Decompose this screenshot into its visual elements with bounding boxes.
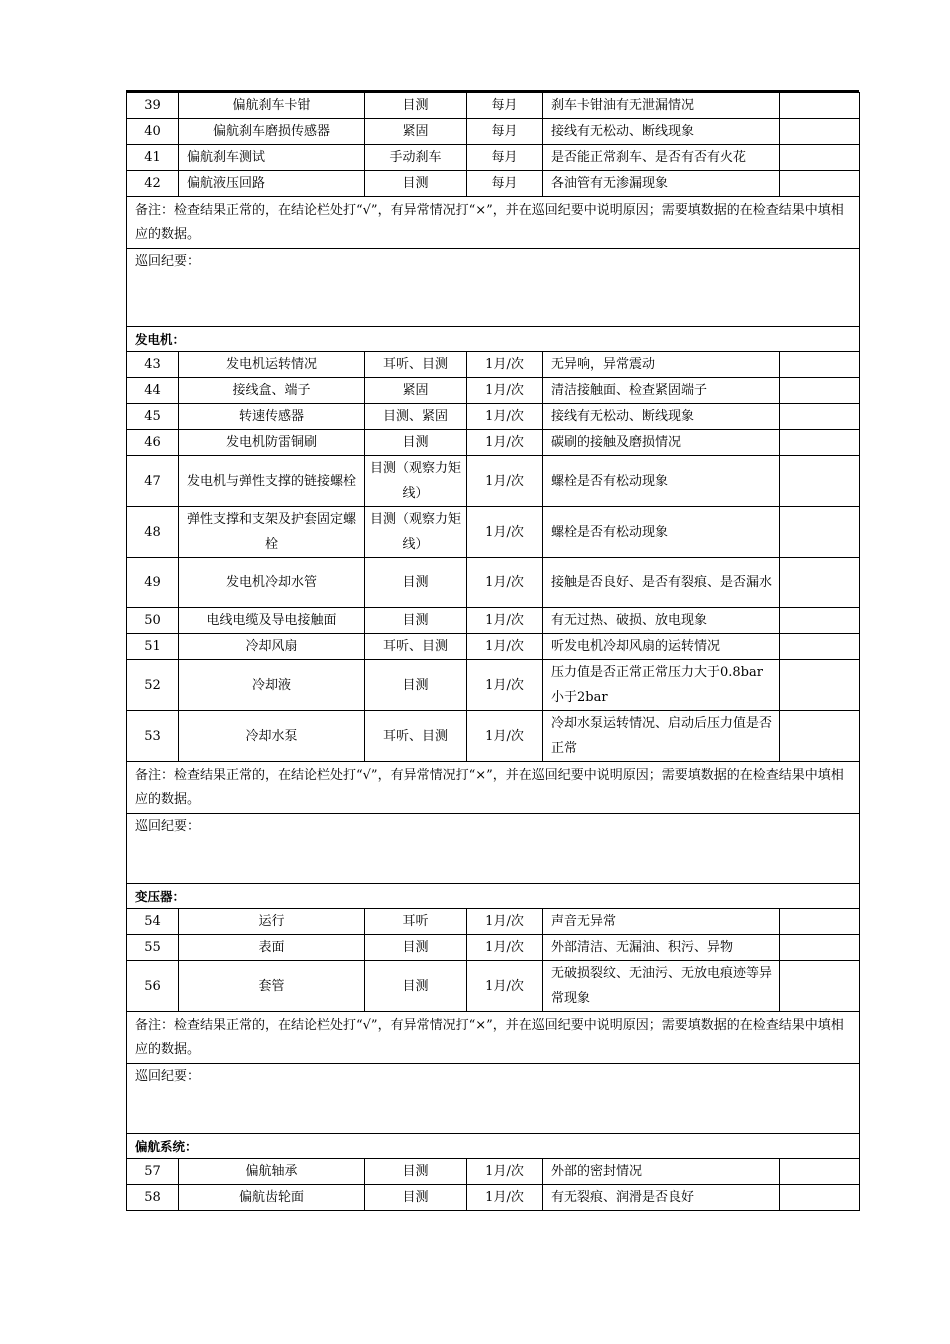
row-number: 52	[127, 660, 179, 711]
check-requirement: 接线有无松动、断线现象	[543, 119, 780, 145]
table-row	[127, 145, 860, 171]
check-cycle: 1月/次	[467, 1159, 543, 1185]
row-number: 45	[127, 404, 179, 430]
check-method: 目测、紧固	[365, 404, 467, 430]
check-method: 目测	[365, 660, 467, 711]
check-requirement: 外部清洁、无漏油、积污、异物	[543, 935, 780, 961]
check-cycle: 1月/次	[467, 378, 543, 404]
check-item: 偏航轴承	[179, 1159, 365, 1185]
table-row	[127, 608, 860, 634]
check-item: 接线盒、端子	[179, 378, 365, 404]
check-requirement: 无破损裂纹、无油污、无放电痕迹等异常现象	[543, 961, 780, 1012]
check-method: 目测	[365, 961, 467, 1012]
check-item: 弹性支撑和支架及护套固定螺栓	[179, 507, 365, 558]
check-cycle: 1月/次	[467, 558, 543, 608]
row-number: 53	[127, 711, 179, 762]
table-row	[127, 711, 860, 762]
check-item: 发电机与弹性支撑的链接螺栓	[179, 456, 365, 507]
memo-row	[127, 249, 860, 327]
table-row	[127, 404, 860, 430]
check-method: 目测	[365, 93, 467, 119]
row-number: 57	[127, 1159, 179, 1185]
table-row	[127, 93, 860, 119]
check-cycle: 每月	[467, 119, 543, 145]
check-requirement: 听发电机冷却风扇的运转情况	[543, 634, 780, 660]
check-method: 目测	[365, 1159, 467, 1185]
result-cell	[780, 961, 860, 1012]
check-item: 套管	[179, 961, 365, 1012]
result-cell	[780, 93, 860, 119]
check-item: 发电机运转情况	[179, 352, 365, 378]
result-cell	[780, 660, 860, 711]
result-cell	[780, 558, 860, 608]
row-number: 40	[127, 119, 179, 145]
table-row	[127, 660, 860, 711]
row-number: 56	[127, 961, 179, 1012]
result-cell	[780, 430, 860, 456]
check-cycle: 1月/次	[467, 352, 543, 378]
result-cell	[780, 1185, 860, 1211]
row-number: 49	[127, 558, 179, 608]
row-number: 42	[127, 171, 179, 197]
check-cycle: 1月/次	[467, 456, 543, 507]
check-requirement: 刹车卡钳油有无泄漏情况	[543, 93, 780, 119]
check-method: 目测	[365, 171, 467, 197]
check-requirement: 外部的密封情况	[543, 1159, 780, 1185]
check-method: 目测（观察力矩线）	[365, 507, 467, 558]
table-row	[127, 507, 860, 558]
check-requirement: 碳刷的接触及磨损情况	[543, 430, 780, 456]
check-requirement: 无异响，异常震动	[543, 352, 780, 378]
check-item: 冷却水泵	[179, 711, 365, 762]
result-cell	[780, 1159, 860, 1185]
row-number: 51	[127, 634, 179, 660]
row-number: 44	[127, 378, 179, 404]
row-number: 58	[127, 1185, 179, 1211]
row-number: 39	[127, 93, 179, 119]
row-number: 41	[127, 145, 179, 171]
section-title: 变压器：	[127, 884, 860, 909]
check-requirement: 接触是否良好、是否有裂痕、是否漏水	[543, 558, 780, 608]
check-cycle: 1月/次	[467, 608, 543, 634]
memo-field: 巡回纪要：	[127, 814, 860, 884]
result-cell	[780, 634, 860, 660]
row-number: 55	[127, 935, 179, 961]
memo-row	[127, 1064, 860, 1134]
memo-field: 巡回纪要：	[127, 1064, 860, 1134]
check-requirement: 接线有无松动、断线现象	[543, 404, 780, 430]
table-row	[127, 1185, 860, 1211]
check-cycle: 1月/次	[467, 909, 543, 935]
result-cell	[780, 711, 860, 762]
check-requirement: 有无裂痕、润滑是否良好	[543, 1185, 780, 1211]
row-number: 47	[127, 456, 179, 507]
check-item: 电线电缆及导电接触面	[179, 608, 365, 634]
table-row	[127, 558, 860, 608]
check-method: 紧固	[365, 119, 467, 145]
row-number: 54	[127, 909, 179, 935]
table-row	[127, 935, 860, 961]
check-cycle: 1月/次	[467, 935, 543, 961]
result-cell	[780, 378, 860, 404]
check-item: 偏航齿轮面	[179, 1185, 365, 1211]
check-method: 目测（观察力矩线）	[365, 456, 467, 507]
check-method: 紧固	[365, 378, 467, 404]
check-item: 发电机防雷铜刷	[179, 430, 365, 456]
result-cell	[780, 119, 860, 145]
result-cell	[780, 507, 860, 558]
table-row	[127, 961, 860, 1012]
check-item: 偏航刹车卡钳	[179, 93, 365, 119]
check-cycle: 1月/次	[467, 430, 543, 456]
section-title: 偏航系统：	[127, 1134, 860, 1159]
check-item: 冷却液	[179, 660, 365, 711]
memo-field: 巡回纪要：	[127, 249, 860, 327]
table-row	[127, 634, 860, 660]
note-text: 备注：检查结果正常的，在结论栏处打“√”，有异常情况打“×”，并在巡回纪要中说明原因；需要填数据的在检查结果中填相应的数据。	[127, 1012, 860, 1064]
check-requirement: 各油管有无渗漏现象	[543, 171, 780, 197]
check-method: 目测	[365, 935, 467, 961]
section-row	[127, 327, 860, 352]
result-cell	[780, 352, 860, 378]
check-method: 耳听	[365, 909, 467, 935]
result-cell	[780, 171, 860, 197]
check-requirement: 有无过热、破损、放电现象	[543, 608, 780, 634]
check-item: 发电机冷却水管	[179, 558, 365, 608]
note-row	[127, 762, 860, 814]
table-row	[127, 1159, 860, 1185]
check-method: 手动刹车	[365, 145, 467, 171]
table-row	[127, 378, 860, 404]
check-method: 目测	[365, 558, 467, 608]
result-cell	[780, 935, 860, 961]
note-text: 备注：检查结果正常的，在结论栏处打“√”，有异常情况打“×”，并在巡回纪要中说明原因；需要填数据的在检查结果中填相应的数据。	[127, 197, 860, 249]
check-cycle: 1月/次	[467, 961, 543, 1012]
check-method: 耳听、目测	[365, 634, 467, 660]
check-method: 目测	[365, 430, 467, 456]
result-cell	[780, 404, 860, 430]
inspection-table	[126, 92, 860, 1211]
check-cycle: 1月/次	[467, 634, 543, 660]
result-cell	[780, 145, 860, 171]
check-item: 偏航液压回路	[179, 171, 365, 197]
table-row	[127, 119, 860, 145]
check-cycle: 每月	[467, 93, 543, 119]
check-cycle: 1月/次	[467, 660, 543, 711]
check-item: 冷却风扇	[179, 634, 365, 660]
check-item: 运行	[179, 909, 365, 935]
check-method: 耳听、目测	[365, 352, 467, 378]
check-cycle: 1月/次	[467, 1185, 543, 1211]
check-requirement: 冷却水泵运转情况、启动后压力值是否正常	[543, 711, 780, 762]
check-item: 偏航刹车测试	[179, 145, 365, 171]
check-method: 目测	[365, 608, 467, 634]
check-item: 转速传感器	[179, 404, 365, 430]
check-requirement: 螺栓是否有松动现象	[543, 507, 780, 558]
check-requirement: 是否能正常刹车、是否有否有火花	[543, 145, 780, 171]
note-row	[127, 197, 860, 249]
section-title: 发电机：	[127, 327, 860, 352]
note-text: 备注：检查结果正常的，在结论栏处打“√”，有异常情况打“×”，并在巡回纪要中说明原因；需要填数据的在检查结果中填相应的数据。	[127, 762, 860, 814]
check-method: 耳听、目测	[365, 711, 467, 762]
note-row	[127, 1012, 860, 1064]
check-method: 目测	[365, 1185, 467, 1211]
result-cell	[780, 909, 860, 935]
table-row	[127, 430, 860, 456]
check-requirement: 清洁接触面、检查紧固端子	[543, 378, 780, 404]
memo-row	[127, 814, 860, 884]
check-item: 偏航刹车磨损传感器	[179, 119, 365, 145]
check-requirement: 螺栓是否有松动现象	[543, 456, 780, 507]
check-cycle: 1月/次	[467, 404, 543, 430]
section-row	[127, 884, 860, 909]
section-row	[127, 1134, 860, 1159]
result-cell	[780, 608, 860, 634]
result-cell	[780, 456, 860, 507]
check-requirement: 压力值是否正常正常压力大于0.8bar小于2bar	[543, 660, 780, 711]
check-cycle: 1月/次	[467, 711, 543, 762]
check-requirement: 声音无异常	[543, 909, 780, 935]
table-row	[127, 352, 860, 378]
check-item: 表面	[179, 935, 365, 961]
table-row	[127, 171, 860, 197]
row-number: 50	[127, 608, 179, 634]
check-cycle: 每月	[467, 171, 543, 197]
table-row	[127, 909, 860, 935]
table-row	[127, 456, 860, 507]
check-cycle: 1月/次	[467, 507, 543, 558]
check-cycle: 每月	[467, 145, 543, 171]
row-number: 43	[127, 352, 179, 378]
row-number: 48	[127, 507, 179, 558]
row-number: 46	[127, 430, 179, 456]
